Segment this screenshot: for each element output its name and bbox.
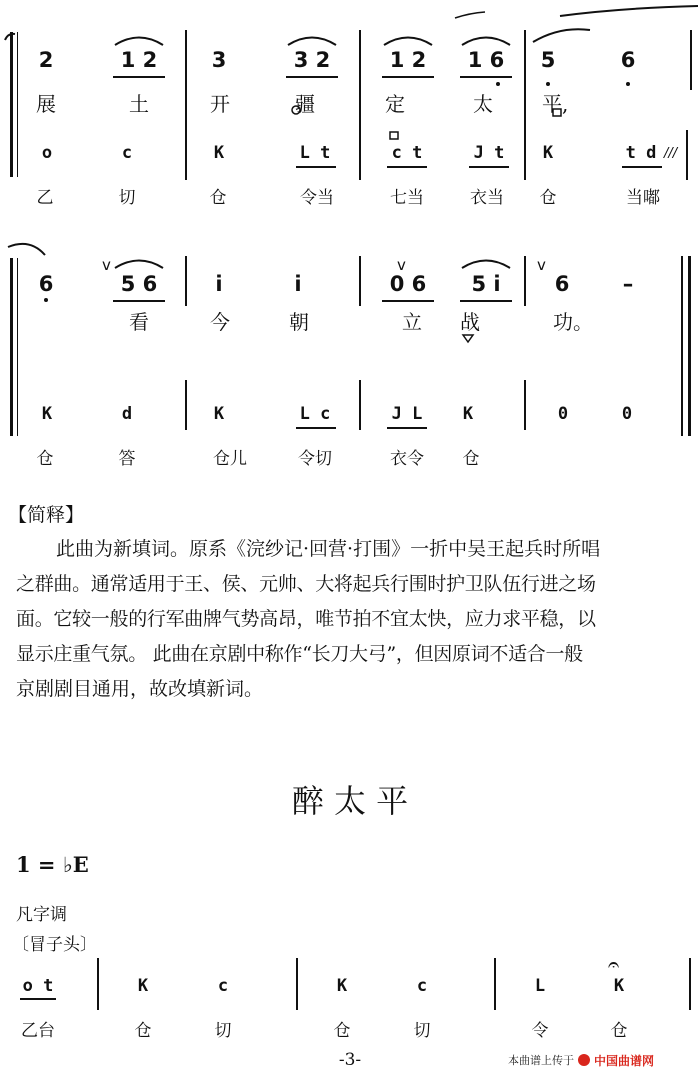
note: 0 6 [389, 272, 427, 296]
percussion-syllable: 当嘟 [626, 188, 660, 208]
note: 2 [38, 48, 54, 72]
slur [115, 38, 163, 46]
percussion-symbol: o [41, 143, 53, 163]
watermark-text: 本曲谱上传于 [508, 1054, 574, 1067]
intro-label: 〔冒子头〕 [12, 935, 97, 955]
barline [97, 958, 99, 1010]
percussion-syllable: 仓儿 [213, 449, 247, 469]
key-signature: 1 = ♭E [16, 852, 89, 877]
lyric: 立 [402, 310, 422, 334]
lyric: 功。 [553, 310, 593, 334]
percussion-syllable: 仓 [134, 1021, 152, 1041]
paragraph-line: 之群曲。通常适用于王、侯、元帅、大将起兵行围时护卫队伍行进之场 [16, 573, 596, 595]
percussion-symbol: K [213, 404, 225, 424]
lyric: 今 [210, 310, 230, 334]
percussion-symbol: o t [22, 976, 54, 996]
percussion-symbol: c [217, 976, 229, 996]
percussion-syllable: 仓 [610, 1021, 628, 1041]
lyric: 土 [129, 92, 149, 116]
percussion-symbol: t d [625, 143, 657, 163]
percussion-syllable: 切 [214, 1021, 232, 1041]
percussion-symbol: J t [473, 143, 505, 163]
slur [115, 261, 163, 269]
note: i [215, 272, 223, 296]
percussion-syllable: 切 [118, 188, 136, 208]
percussion-syllable: 仓 [462, 449, 480, 469]
percussion-syllable: 答 [118, 449, 136, 469]
logo-icon [578, 1054, 590, 1066]
percussion-syllable: 乙台 [21, 1021, 55, 1041]
percussion-syllable: 衣令 [390, 449, 424, 469]
watermark-logo: 中国曲谱网 [594, 1053, 655, 1068]
note: 1 6 [467, 48, 505, 72]
percussion-syllable: 仓 [36, 449, 54, 469]
lyric: 太 [473, 92, 493, 116]
note: 3 [211, 48, 227, 72]
page-edge-line [560, 6, 698, 16]
sustain-dash: – [622, 272, 634, 296]
percussion-symbol: K [41, 404, 53, 424]
percussion-symbol: 0 [557, 404, 569, 424]
lyric-mark [292, 106, 300, 114]
lyric-mark [553, 109, 561, 116]
lyric: 看 [129, 310, 149, 334]
piece-title: 醉 太 平 [291, 782, 409, 820]
percussion-syllable: 乙 [36, 188, 54, 208]
lyric: 平, [542, 92, 569, 116]
note: 6 [38, 272, 54, 296]
percussion-symbol: K [613, 976, 625, 996]
section-heading: 【简释】 [8, 504, 85, 526]
lyric-mark [463, 335, 473, 342]
lyric: 疆 [295, 92, 315, 116]
lyric: 战 [460, 310, 480, 334]
percussion-symbol: K [462, 404, 474, 424]
slur [462, 261, 510, 269]
note: 1 2 [120, 48, 158, 72]
percussion-syllable: 七当 [390, 188, 424, 208]
percussion-symbol: J L [391, 404, 423, 424]
lyric: 展 [36, 92, 56, 116]
percussion-symbol: K [542, 143, 554, 163]
percussion-symbol: c [416, 976, 428, 996]
barline [689, 958, 691, 1010]
slur [384, 38, 432, 46]
percussion-syllable: 令当 [300, 188, 334, 208]
percussion-syllable: 令切 [298, 449, 332, 469]
slur [8, 244, 45, 255]
breath-mark: v [102, 256, 111, 274]
percussion-symbol: L [534, 976, 546, 996]
note: 5 6 [120, 272, 158, 296]
note: 5 i [471, 272, 501, 296]
note: 6 [620, 48, 636, 72]
note: i [294, 272, 302, 296]
percussion-symbol: K [336, 976, 348, 996]
breath-mark: v [397, 256, 406, 274]
slur [288, 38, 336, 46]
percussion-symbol: c t [391, 143, 423, 163]
percussion-symbol: L c [299, 404, 331, 424]
barline [494, 958, 496, 1010]
lyric-mark [390, 132, 398, 139]
mode-label: 凡字调 [16, 905, 67, 925]
breath-mark: /// [664, 146, 678, 161]
percussion-symbol: c [121, 143, 133, 163]
lyric: 开 [210, 92, 230, 116]
percussion-symbol: L t [299, 143, 331, 163]
note: 3 2 [293, 48, 331, 72]
slur [5, 34, 15, 40]
page-edge-line [455, 12, 485, 18]
paragraph-line: 面。它较一般的行军曲牌气势高昂，唯节拍不宜太快，应力求平稳，以 [16, 608, 596, 630]
percussion-syllable: 仓 [209, 188, 227, 208]
fermata-icon: 𝄐 [608, 952, 620, 976]
slur [462, 38, 510, 46]
percussion-symbol: d [121, 404, 133, 424]
percussion-syllable: 仓 [333, 1021, 351, 1041]
paragraph-line: 显示庄重气氛。 此曲在京剧中称作“长刀大弓”，但因原词不适合一般 [16, 643, 583, 665]
percussion-syllable: 切 [413, 1021, 431, 1041]
percussion-symbol: 0 [621, 404, 633, 424]
paragraph-line: 此曲为新填词。原系《浣纱记·回营·打围》一折中吴王起兵时所唱 [56, 538, 601, 560]
note: 6 [554, 272, 570, 296]
percussion-symbol: K [137, 976, 149, 996]
breath-mark: v [537, 256, 546, 274]
lyric: 定 [385, 92, 405, 116]
note: 5 [540, 48, 556, 72]
note: 1 2 [389, 48, 427, 72]
barline [296, 958, 298, 1010]
paragraph-line: 京剧剧目通用，故改填新词。 [16, 678, 264, 700]
percussion-syllable: 仓 [539, 188, 557, 208]
beam-underline [20, 998, 56, 1000]
percussion-syllable: 衣当 [470, 188, 504, 208]
slur [533, 29, 590, 42]
page-number: -3- [338, 1050, 362, 1070]
percussion-syllable: 令 [531, 1021, 549, 1041]
watermark [508, 1050, 654, 1070]
percussion-symbol: K [213, 143, 225, 163]
lyric: 朝 [289, 310, 309, 334]
